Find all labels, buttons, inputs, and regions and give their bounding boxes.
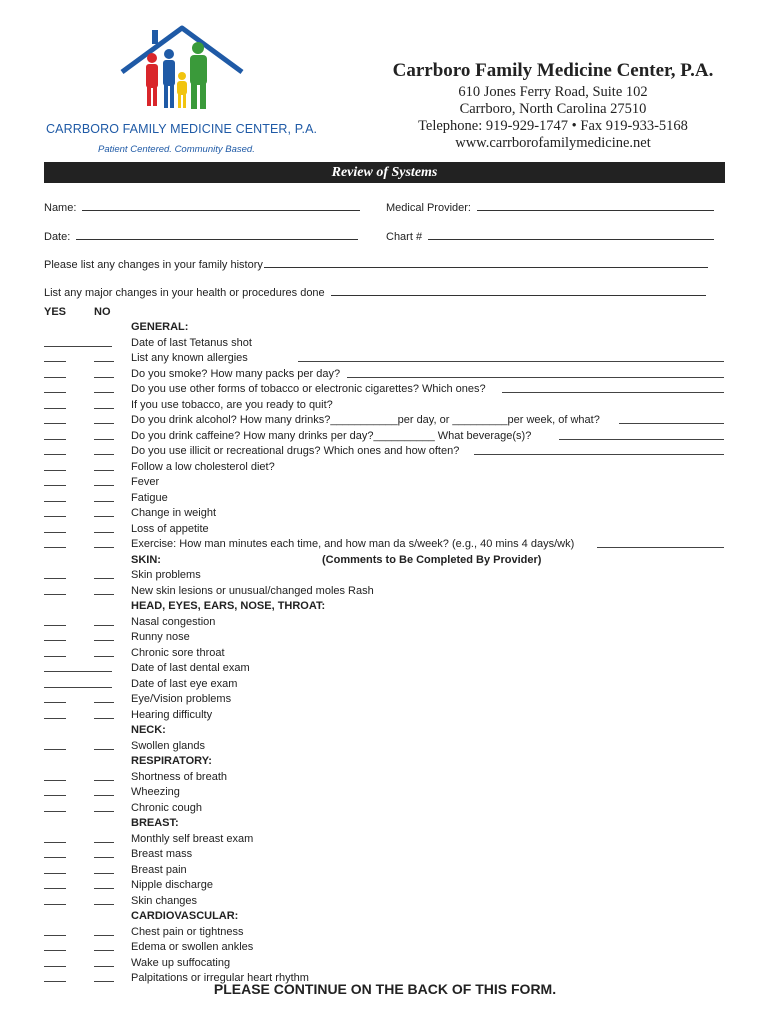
no-answer-blank[interactable] bbox=[94, 408, 114, 409]
question-text: Fever bbox=[131, 476, 160, 488]
no-answer-blank[interactable] bbox=[94, 594, 114, 595]
no-answer-blank[interactable] bbox=[94, 718, 114, 719]
no-answer-blank[interactable] bbox=[94, 842, 114, 843]
question-text: Do you use illicit or recreational drugs? Which ones and how often? bbox=[131, 445, 460, 457]
checklist-item bbox=[44, 382, 724, 398]
checklist-item bbox=[44, 537, 724, 553]
checklist-item bbox=[44, 832, 724, 848]
question-text: Swollen glands bbox=[131, 739, 205, 752]
provider-field[interactable] bbox=[386, 200, 714, 214]
date-answer-blank[interactable] bbox=[44, 346, 112, 347]
section-heading-row bbox=[44, 553, 724, 569]
question-text: Follow a low cholesterol diet? bbox=[131, 460, 275, 473]
date-answer-blank[interactable] bbox=[44, 687, 112, 688]
question-text: Skin changes bbox=[131, 894, 198, 907]
answer-line[interactable] bbox=[347, 377, 724, 378]
checklist-item bbox=[44, 925, 724, 941]
clinic-phone: Telephone: 919-929-1747 • Fax 919-933-5168 bbox=[418, 118, 688, 134]
checklist-item bbox=[44, 506, 724, 522]
no-answer-blank[interactable] bbox=[94, 361, 114, 362]
health-changes-label: List any major changes in your health or procedures done bbox=[44, 287, 325, 299]
section-heading: NECK: bbox=[131, 724, 166, 736]
no-answer-blank[interactable] bbox=[94, 888, 114, 889]
yes-answer-blank[interactable] bbox=[44, 547, 66, 548]
question-text: Edema or swollen ankles bbox=[131, 941, 254, 953]
question-text: Palpitations or irregular heart rhythm bbox=[131, 972, 309, 984]
question-text: Breast pain bbox=[131, 863, 187, 876]
no-answer-blank[interactable] bbox=[94, 439, 114, 440]
section-heading: SKIN: bbox=[131, 553, 161, 566]
no-answer-blank[interactable] bbox=[94, 532, 114, 533]
yes-answer-blank[interactable] bbox=[44, 408, 66, 409]
yes-answer-blank[interactable] bbox=[44, 842, 66, 843]
checklist-item bbox=[44, 444, 724, 460]
question-text: If you use tobacco, are you ready to quit? bbox=[131, 398, 333, 411]
section-heading: HEAD, EYES, EARS, NOSE, THROAT: bbox=[131, 600, 326, 612]
question-text: Date of last Tetanus shot bbox=[131, 336, 252, 349]
question-text: Fatigue bbox=[131, 491, 168, 504]
yes-answer-blank[interactable] bbox=[44, 718, 66, 719]
yes-answer-blank[interactable] bbox=[44, 780, 66, 781]
question-text: Chronic cough bbox=[131, 801, 202, 814]
date-answer-blank[interactable] bbox=[44, 671, 112, 672]
yes-answer-blank[interactable] bbox=[44, 640, 66, 641]
section-heading: CARDIOVASCULAR: bbox=[131, 910, 239, 922]
clinic-address-1: 610 Jones Ferry Road, Suite 102 bbox=[458, 84, 648, 100]
no-answer-blank[interactable] bbox=[94, 485, 114, 486]
question-text: Monthly self breast exam bbox=[131, 832, 254, 845]
no-answer-blank[interactable] bbox=[94, 811, 114, 812]
checklist-rows bbox=[44, 320, 724, 987]
checklist-item bbox=[44, 894, 724, 910]
no-answer-blank[interactable] bbox=[94, 656, 114, 657]
checklist-item bbox=[44, 847, 724, 863]
checklist-item bbox=[44, 568, 724, 584]
yes-answer-blank[interactable] bbox=[44, 935, 66, 936]
no-answer-blank[interactable] bbox=[94, 501, 114, 502]
name-field[interactable] bbox=[44, 200, 360, 214]
yes-answer-blank[interactable] bbox=[44, 423, 66, 424]
checklist-item bbox=[44, 940, 724, 956]
question-text: Loss of appetite bbox=[131, 522, 209, 535]
no-column-header: NO bbox=[94, 306, 111, 318]
section-heading-row bbox=[44, 599, 724, 615]
yes-answer-blank[interactable] bbox=[44, 873, 66, 874]
yes-answer-blank[interactable] bbox=[44, 532, 66, 533]
no-answer-blank[interactable] bbox=[94, 516, 114, 517]
yes-answer-blank[interactable] bbox=[44, 702, 66, 703]
no-answer-blank[interactable] bbox=[94, 935, 114, 936]
family-house-logo-icon bbox=[118, 24, 248, 124]
answer-line[interactable] bbox=[559, 439, 724, 440]
yes-answer-blank[interactable] bbox=[44, 578, 66, 579]
provider-comment-note: (Comments to Be Completed By Provider) bbox=[322, 553, 542, 566]
no-answer-blank[interactable] bbox=[94, 392, 114, 393]
checklist-item bbox=[44, 351, 724, 367]
checklist-item bbox=[44, 692, 724, 708]
question-text: Do you use other forms of tobacco or electronic cigarettes? Which ones? bbox=[131, 383, 486, 395]
no-answer-blank[interactable] bbox=[94, 625, 114, 626]
question-text: Nasal congestion bbox=[131, 615, 216, 628]
yes-answer-blank[interactable] bbox=[44, 749, 66, 750]
yes-answer-blank[interactable] bbox=[44, 454, 66, 455]
question-text: Exercise: How man minutes each time, and how man da s/week? (e.g., 40 mins 4 days/wk) bbox=[131, 538, 575, 550]
checklist-item bbox=[44, 708, 724, 724]
chart-field[interactable] bbox=[386, 229, 714, 243]
provider-input-line[interactable] bbox=[477, 200, 714, 211]
logo-tagline: Patient Centered. Community Based. bbox=[98, 144, 255, 155]
question-text: Breast mass bbox=[131, 848, 193, 860]
yes-answer-blank[interactable] bbox=[44, 625, 66, 626]
yes-answer-blank[interactable] bbox=[44, 501, 66, 502]
question-text: List any known allergies bbox=[131, 352, 248, 364]
question-text: Change in weight bbox=[131, 507, 217, 519]
yes-answer-blank[interactable] bbox=[44, 439, 66, 440]
answer-line[interactable] bbox=[502, 392, 724, 393]
checklist-item bbox=[44, 522, 724, 538]
yes-answer-blank[interactable] bbox=[44, 516, 66, 517]
yes-answer-blank[interactable] bbox=[44, 594, 66, 595]
answer-line[interactable] bbox=[597, 547, 724, 548]
question-text: Nipple discharge bbox=[131, 879, 213, 891]
checklist-item bbox=[44, 398, 724, 414]
no-answer-blank[interactable] bbox=[94, 780, 114, 781]
clinic-name: Carrboro Family Medicine Center, P.A. bbox=[392, 60, 714, 81]
question-text: New skin lesions or unusual/changed moles Rash bbox=[131, 584, 374, 597]
yes-answer-blank[interactable] bbox=[44, 377, 66, 378]
no-answer-blank[interactable] bbox=[94, 950, 114, 951]
checklist-item bbox=[44, 770, 724, 786]
checklist-item bbox=[44, 956, 724, 972]
question-text: Wake up suffocating bbox=[131, 956, 231, 969]
family-history-field[interactable] bbox=[44, 257, 708, 271]
chart-input-line[interactable] bbox=[428, 229, 714, 240]
yes-answer-blank[interactable] bbox=[44, 485, 66, 486]
question-text: Hearing difficulty bbox=[131, 708, 213, 721]
no-answer-blank[interactable] bbox=[94, 795, 114, 796]
section-heading-row bbox=[44, 723, 724, 739]
question-text: Chest pain or tightness bbox=[131, 925, 244, 938]
question-text: Date of last eye exam bbox=[131, 677, 238, 690]
yes-answer-blank[interactable] bbox=[44, 392, 66, 393]
family-history-label: Please list any changes in your family history bbox=[44, 259, 263, 271]
question-text: Shortness of breath bbox=[131, 770, 228, 783]
checklist-item bbox=[44, 413, 724, 429]
question-text: Skin problems bbox=[131, 569, 201, 581]
question-text: Wheezing bbox=[131, 786, 180, 798]
checklist-item bbox=[44, 367, 724, 383]
question-text: Eye/Vision problems bbox=[131, 693, 232, 705]
question-text: Do you smoke? How many packs per day? bbox=[131, 367, 341, 380]
checklist-item bbox=[44, 584, 724, 600]
form-title-banner: Review of Systems bbox=[44, 162, 725, 183]
question-text: Chronic sore throat bbox=[131, 646, 225, 659]
health-changes-field[interactable] bbox=[44, 285, 706, 299]
checklist-item bbox=[44, 878, 724, 894]
no-answer-blank[interactable] bbox=[94, 966, 114, 967]
date-field[interactable] bbox=[44, 229, 358, 243]
clinic-website: www.carrborofamilymedicine.net bbox=[455, 135, 651, 151]
checklist-item bbox=[44, 661, 724, 677]
continue-notice: PLEASE CONTINUE ON THE BACK OF THIS FORM. bbox=[213, 981, 557, 997]
logo-name: CARRBORO FAMILY MEDICINE CENTER, P.A. bbox=[46, 122, 318, 136]
yes-answer-blank[interactable] bbox=[44, 795, 66, 796]
section-heading-row bbox=[44, 754, 724, 770]
yes-answer-blank[interactable] bbox=[44, 904, 66, 905]
no-answer-blank[interactable] bbox=[94, 904, 114, 905]
yes-answer-blank[interactable] bbox=[44, 470, 66, 471]
clinic-info bbox=[388, 60, 718, 152]
answer-line[interactable] bbox=[619, 423, 724, 424]
checklist-item bbox=[44, 739, 724, 755]
no-answer-blank[interactable] bbox=[94, 423, 114, 424]
date-label: Date: bbox=[44, 231, 71, 243]
yes-answer-blank[interactable] bbox=[44, 656, 66, 657]
yes-answer-blank[interactable] bbox=[44, 888, 66, 889]
section-heading-row bbox=[44, 909, 724, 925]
no-answer-blank[interactable] bbox=[94, 377, 114, 378]
checklist-item bbox=[44, 475, 724, 491]
section-heading: GENERAL: bbox=[131, 321, 189, 333]
checklist-item bbox=[44, 863, 724, 879]
chart-label: Chart # bbox=[386, 231, 423, 243]
no-answer-blank[interactable] bbox=[94, 470, 114, 471]
question-text: Date of last dental exam bbox=[131, 662, 250, 674]
checklist-item bbox=[44, 615, 724, 631]
section-heading-row bbox=[44, 320, 724, 336]
clinic-logo bbox=[40, 24, 330, 164]
no-answer-blank[interactable] bbox=[94, 857, 114, 858]
yes-answer-blank[interactable] bbox=[44, 950, 66, 951]
section-heading: BREAST: bbox=[131, 817, 179, 829]
no-answer-blank[interactable] bbox=[94, 640, 114, 641]
answer-line[interactable] bbox=[474, 454, 724, 455]
date-input-line[interactable] bbox=[76, 229, 358, 240]
yes-answer-blank[interactable] bbox=[44, 857, 66, 858]
question-text: Do you drink alcohol? How many drinks?___________per day, or _________per week, of what? bbox=[131, 414, 600, 426]
yes-column-header: YES bbox=[44, 306, 67, 318]
no-answer-blank[interactable] bbox=[94, 702, 114, 703]
checklist-item bbox=[44, 785, 724, 801]
checklist-item bbox=[44, 801, 724, 817]
checklist-item bbox=[44, 630, 724, 646]
checklist-item bbox=[44, 429, 724, 445]
section-heading: RESPIRATORY: bbox=[131, 755, 212, 767]
no-answer-blank[interactable] bbox=[94, 749, 114, 750]
checklist-item bbox=[44, 336, 724, 352]
section-heading-row bbox=[44, 816, 724, 832]
clinic-address-2: Carrboro, North Carolina 27510 bbox=[459, 101, 647, 117]
family-history-input-line[interactable] bbox=[264, 257, 708, 268]
no-answer-blank[interactable] bbox=[94, 454, 114, 455]
health-changes-input-line[interactable] bbox=[331, 285, 706, 296]
question-text: Runny nose bbox=[131, 631, 190, 643]
name-label: Name: bbox=[44, 202, 77, 214]
yes-answer-blank[interactable] bbox=[44, 811, 66, 812]
yes-answer-blank[interactable] bbox=[44, 361, 66, 362]
no-answer-blank[interactable] bbox=[94, 873, 114, 874]
answer-line[interactable] bbox=[298, 361, 724, 362]
provider-label: Medical Provider: bbox=[386, 202, 471, 214]
no-answer-blank[interactable] bbox=[94, 578, 114, 579]
checklist-item bbox=[44, 677, 724, 693]
checklist-item bbox=[44, 646, 724, 662]
name-input-line[interactable] bbox=[82, 200, 360, 211]
checklist-item bbox=[44, 460, 724, 476]
checklist-item bbox=[44, 491, 724, 507]
yes-answer-blank[interactable] bbox=[44, 966, 66, 967]
question-text: Do you drink caffeine? How many drinks per day?__________ What beverage(s)? bbox=[131, 429, 532, 442]
no-answer-blank[interactable] bbox=[94, 547, 114, 548]
